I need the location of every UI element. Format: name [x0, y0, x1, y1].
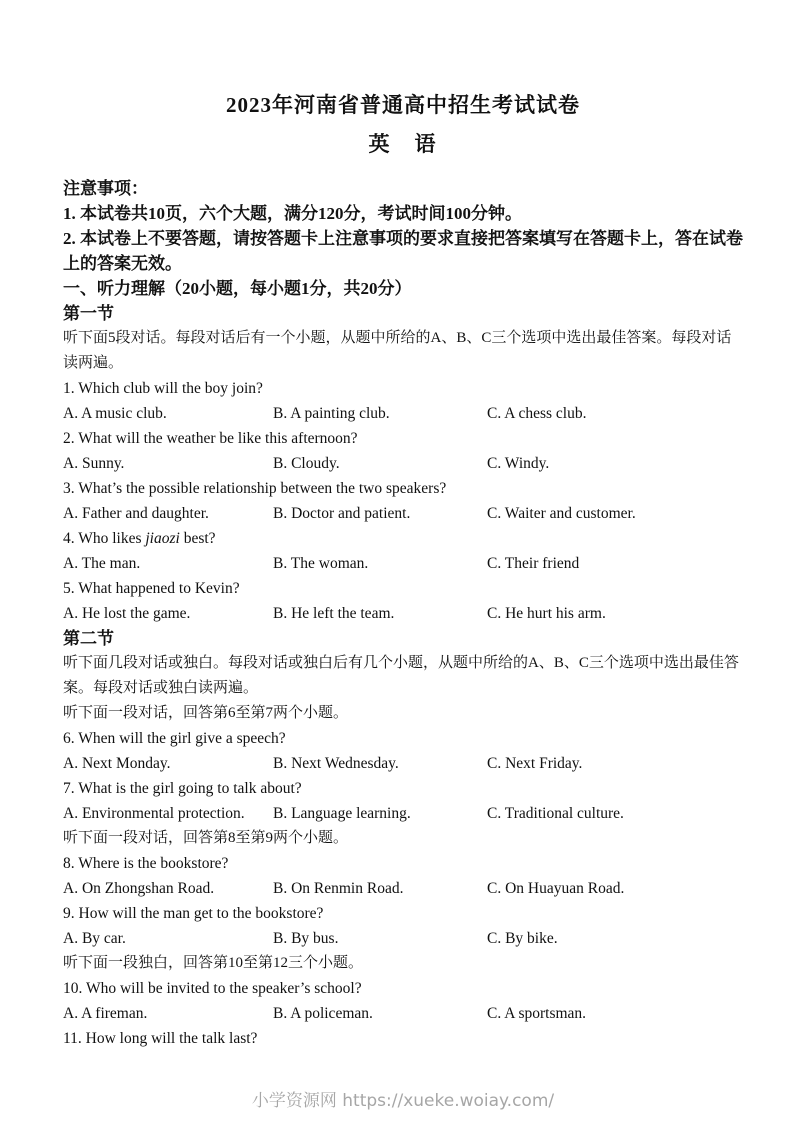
- question-6-text: 6. When will the girl give a speech?: [63, 730, 286, 747]
- monolog-intro-10-12: 听下面一段独白，回答第10至第12三个小题。: [63, 955, 364, 971]
- question-9-option-b: B. By bus.: [273, 930, 339, 947]
- question-3-text: 3. What’s the possible relationship between the two speakers?: [63, 480, 447, 497]
- question-7-option-b: B. Language learning.: [273, 805, 411, 822]
- section-heading-listening: 一、听力理解（20小题，每小题1分，共20分）: [63, 279, 412, 298]
- question-4-option-c: C. Their friend: [487, 555, 580, 572]
- question-8-text: 8. Where is the bookstore?: [63, 855, 229, 872]
- question-5-option-c: C. He hurt his arm.: [487, 605, 606, 622]
- question-1-option-a: A. A music club.: [63, 405, 167, 422]
- question-3-option-a: A. Father and daughter.: [63, 505, 209, 522]
- question-3-option-c: C. Waiter and customer.: [487, 505, 636, 522]
- question-4-text-italic: jiaozi: [145, 530, 180, 547]
- question-5-text: 5. What happened to Kevin?: [63, 580, 240, 597]
- question-9-option-c: C. By bike.: [487, 930, 558, 947]
- question-2-option-b: B. Cloudy.: [273, 455, 340, 472]
- part2-heading: 第二节: [63, 629, 114, 648]
- question-6-option-a: A. Next Monday.: [63, 755, 171, 772]
- question-4-options: [63, 551, 743, 576]
- dialog-intro-8-9: 听下面一段对话，回答第8至第9两个小题。: [63, 830, 349, 846]
- notice-item-2: 2. 本试卷上不要答题，请按答题卡上注意事项的要求直接把答案填写在答题卡上，答在试卷上的答案无效。: [63, 229, 743, 273]
- question-4-option-a: A. The man.: [63, 555, 141, 572]
- question-10-option-a: A. A fireman.: [63, 1005, 148, 1022]
- question-9-options: [63, 926, 743, 951]
- question-7-options: [63, 801, 743, 826]
- question-9-option-a: A. By car.: [63, 930, 126, 947]
- part1-instructions: 听下面5段对话。每段对话后有一个小题，从题中所给的A、B、C三个选项中选出最佳答案。每段对话读两遍。: [63, 330, 732, 371]
- question-1-options: [63, 401, 743, 426]
- footer-watermark: 小学资源网 https://xueke.woiay.com/: [251, 1091, 555, 1111]
- question-4-text-prefix: 4. Who likes: [63, 530, 146, 547]
- question-6-option-c: C. Next Friday.: [487, 755, 583, 772]
- question-8-option-a: A. On Zhongshan Road.: [63, 880, 215, 897]
- question-2-options: [63, 451, 743, 476]
- question-8-option-b: B. On Renmin Road.: [273, 880, 404, 897]
- question-10-option-c: C. A sportsman.: [487, 1005, 587, 1022]
- question-6-option-b: B. Next Wednesday.: [273, 755, 399, 772]
- question-8-option-c: C. On Huayuan Road.: [487, 880, 625, 897]
- question-10-text: 10. Who will be invited to the speaker’s school?: [63, 980, 362, 997]
- question-2-option-a: A. Sunny.: [63, 455, 125, 472]
- question-10-options: [63, 1001, 743, 1026]
- question-5-option-a: A. He lost the game.: [63, 605, 191, 622]
- dialog-intro-6-7: 听下面一段对话，回答第6至第7两个小题。: [63, 705, 349, 721]
- question-10-option-b: B. A policeman.: [273, 1005, 373, 1022]
- exam-title: 2023年河南省普通高中招生考试试卷: [226, 93, 580, 117]
- question-5-option-b: B. He left the team.: [273, 605, 395, 622]
- question-7-option-c: C. Traditional culture.: [487, 805, 624, 822]
- question-6-options: [63, 751, 743, 776]
- question-1-text: 1. Which club will the boy join?: [63, 380, 263, 397]
- exam-subject: 英 语: [368, 132, 438, 156]
- question-7-text: 7. What is the girl going to talk about?: [63, 780, 302, 797]
- question-2-option-c: C. Windy.: [487, 455, 550, 472]
- question-4-text-suffix: best?: [179, 530, 216, 547]
- question-1-option-b: B. A painting club.: [273, 405, 390, 422]
- question-5-options: [63, 601, 743, 626]
- notice-item-1: 1. 本试卷共10页，六个大题，满分120分，考试时间100分钟。: [63, 204, 522, 223]
- question-4-text: [63, 526, 743, 551]
- question-4-option-b: B. The woman.: [273, 555, 369, 572]
- question-9-text: 9. How will the man get to the bookstore?: [63, 905, 324, 922]
- question-11-text: 11. How long will the talk last?: [63, 1030, 258, 1047]
- question-8-options: [63, 876, 743, 901]
- part1-heading: 第一节: [63, 304, 114, 323]
- question-3-options: [63, 501, 743, 526]
- question-3-option-b: B. Doctor and patient.: [273, 505, 411, 522]
- part2-instructions: 听下面几段对话或独白。每段对话或独白后有几个小题，从题中所给的A、B、C三个选项中选出最佳答案。每段对话或独白读两遍。: [63, 655, 739, 696]
- question-7-option-a: A. Environmental protection.: [63, 805, 245, 822]
- question-1-option-c: C. A chess club.: [487, 405, 587, 422]
- notice-heading: 注意事项：: [63, 179, 148, 198]
- question-2-text: 2. What will the weather be like this afternoon?: [63, 430, 358, 447]
